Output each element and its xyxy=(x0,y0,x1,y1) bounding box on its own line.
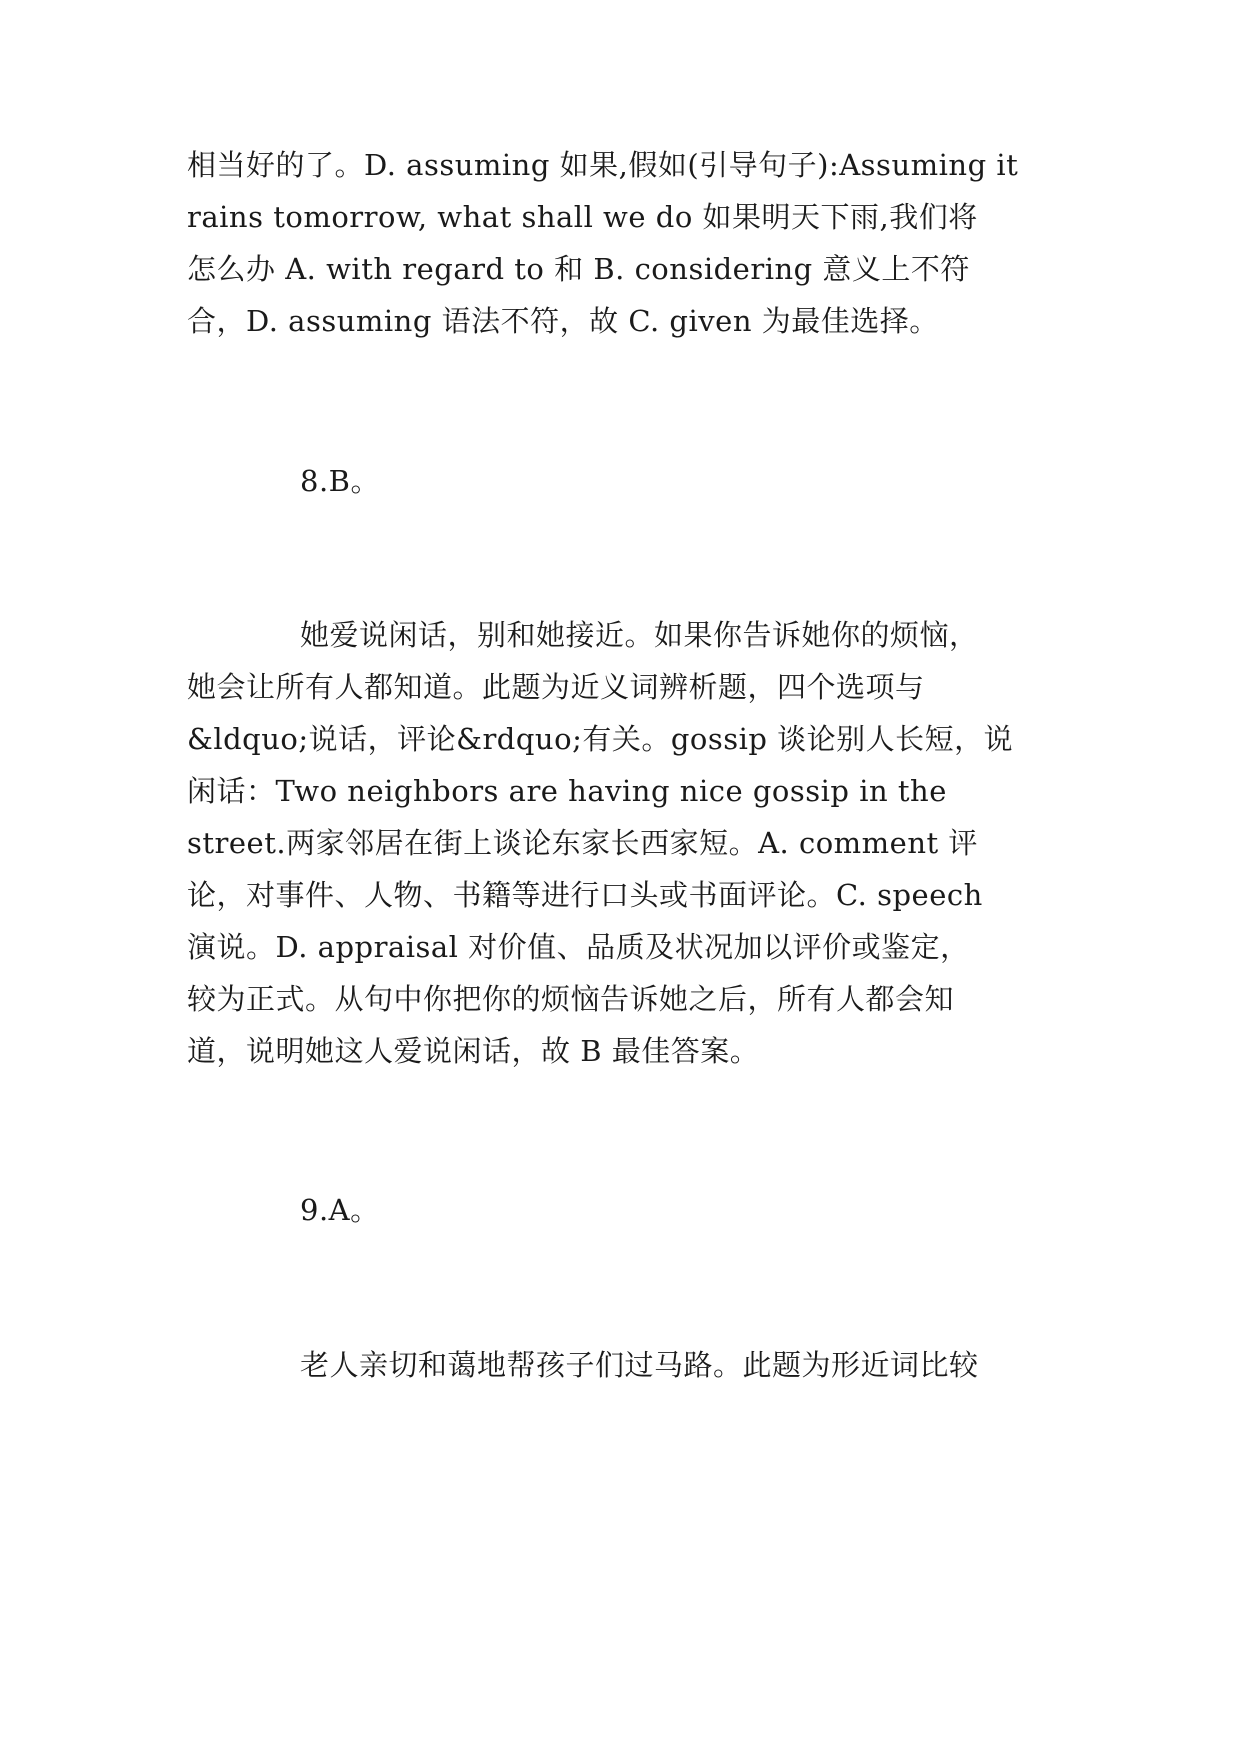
paragraph-line: 论，对事件、人物、书籍等进行口头或书面评论。C. speech xyxy=(187,878,983,912)
paragraph-line: 闲话：Two neighbors are having nice gossip in the xyxy=(187,774,947,808)
paragraph-line: 她会让所有人都知道。此题为近义词辨析题，四个选项与 xyxy=(187,670,925,704)
paragraph-line: 相当好的了。D. assuming 如果,假如(引导句子):Assuming it xyxy=(187,148,1019,182)
paragraph-line: 较为正式。从句中你把你的烦恼告诉她之后，所有人都会知 xyxy=(187,982,955,1016)
paragraph-line: 合，D. assuming 语法不符，故 C. given 为最佳选择。 xyxy=(187,304,939,338)
paragraph-line: 她爱说闲话，别和她接近。如果你告诉她你的烦恼， xyxy=(300,618,979,652)
answer-heading: 9.A。 xyxy=(300,1193,380,1227)
paragraph-line: rains tomorrow, what shall we do 如果明天下雨,我们将 xyxy=(187,200,978,234)
paragraph-line: &ldquo;说话，评论&rdquo;有关。gossip 谈论别人长短，说 xyxy=(187,722,1014,756)
paragraph-line: 道，说明她这人爱说闲话，故 B 最佳答案。 xyxy=(187,1034,760,1068)
paragraph-line: 怎么办 A. with regard to 和 B. considering 意义上不符 xyxy=(187,252,970,286)
paragraph-line: 老人亲切和蔼地帮孩子们过马路。此题为形近词比较 xyxy=(300,1348,979,1382)
answer-heading: 8.B。 xyxy=(300,464,380,498)
paragraph-line: 演说。D. appraisal 对价值、品质及状况加以评价或鉴定， xyxy=(187,930,970,964)
paragraph-line: street.两家邻居在街上谈论东家长西家短。A. comment 评 xyxy=(187,826,978,860)
